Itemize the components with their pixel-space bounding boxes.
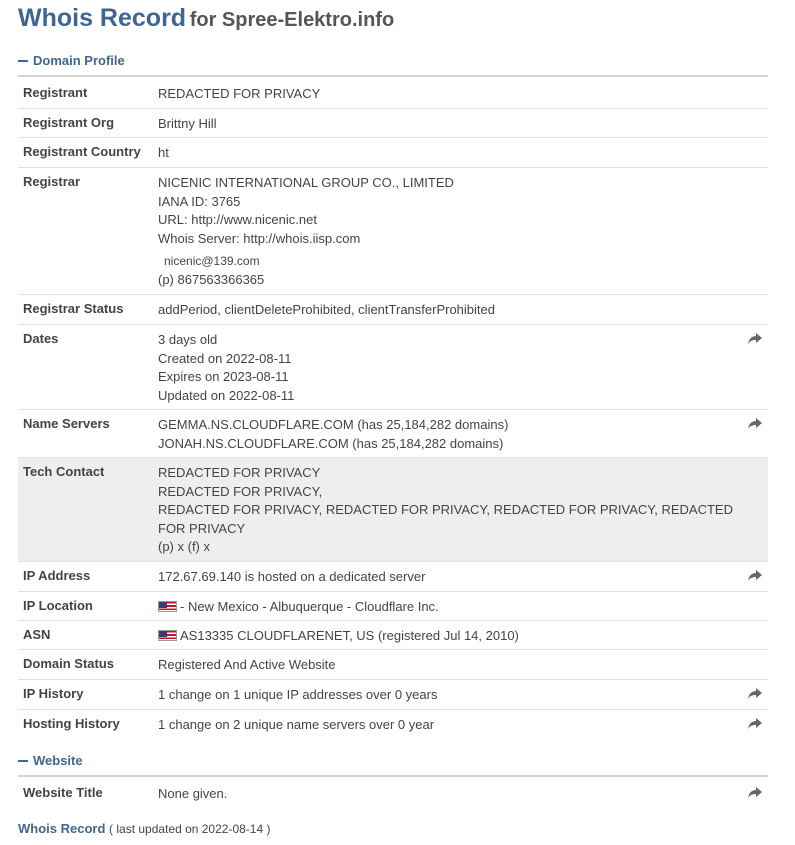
tech-contact-line-2: REDACTED FOR PRIVACY, <box>158 483 323 499</box>
row-tech-contact <box>18 458 768 562</box>
registrar-url: URL: http://www.nicenic.net <box>158 212 317 228</box>
share-arrow-icon[interactable] <box>748 718 762 730</box>
website-title-key: Website Title <box>23 785 103 800</box>
us-flag-icon <box>158 601 177 612</box>
registrant-org-value: Brittny Hill <box>158 116 217 131</box>
footer <box>18 821 270 836</box>
row-registrar <box>18 168 768 295</box>
row-registrant-country <box>18 138 768 168</box>
page-title-main: Whois Record <box>18 4 187 32</box>
registrar-status-key: Registrar Status <box>23 301 124 316</box>
ip-location-value: - New Mexico - Albuquerque - Cloudflare Inc. <box>180 599 439 614</box>
row-website-title <box>18 779 768 809</box>
page-title <box>18 4 394 33</box>
ip-address-value: 172.67.69.140 is hosted on a dedicated server <box>158 569 426 584</box>
row-dates <box>18 325 768 410</box>
row-domain-status <box>18 650 768 680</box>
registrant-country-key: Registrant Country <box>23 144 141 159</box>
row-ip-address <box>18 562 768 592</box>
website-title-value: None given. <box>158 786 228 801</box>
row-hosting-history <box>18 710 768 740</box>
dates-updated: Updated on 2022-08-11 <box>158 387 295 403</box>
ip-history-value: 1 change on 1 unique IP addresses over 0 years <box>158 687 438 702</box>
registrant-org-key: Registrant Org <box>23 115 115 130</box>
asn-value: AS13335 CLOUDFLARENET, US (registered Jul 14, 2010) <box>180 628 519 643</box>
website-label: Website <box>33 753 83 768</box>
hosting-history-value: 1 change on 2 unique name servers over 0 year <box>158 717 435 732</box>
row-name-servers <box>18 410 768 458</box>
domain-status-key: Domain Status <box>23 656 115 671</box>
share-arrow-icon[interactable] <box>748 333 762 345</box>
ip-history-key: IP History <box>23 686 84 701</box>
row-asn <box>18 621 768 650</box>
domain-profile-header[interactable] <box>18 53 768 77</box>
name-servers-key: Name Servers <box>23 416 110 431</box>
us-flag-icon <box>158 630 177 641</box>
footer-title: Whois Record <box>18 821 106 836</box>
tech-contact-line-3: REDACTED FOR PRIVACY, REDACTED FOR PRIVACY, REDACTED FOR PRIVACY, REDACTED FOR PRIVACY <box>158 502 733 536</box>
registrant-value: REDACTED FOR PRIVACY <box>158 86 321 101</box>
registrant-country-value: ht <box>158 145 169 160</box>
row-registrar-status <box>18 295 768 325</box>
tech-contact-phone-fax: (p) x (f) x <box>158 539 210 555</box>
share-arrow-icon[interactable] <box>748 688 762 700</box>
minus-icon <box>18 760 28 762</box>
share-arrow-icon[interactable] <box>748 418 762 430</box>
registrar-iana: IANA ID: 3765 <box>158 193 241 209</box>
share-arrow-icon[interactable] <box>748 787 762 799</box>
row-registrant-org <box>18 109 768 138</box>
dates-created: Created on 2022-08-11 <box>158 350 292 366</box>
dates-age: 3 days old <box>158 332 218 347</box>
name-server-2[interactable]: JONAH.NS.CLOUDFLARE.COM (has 25,184,282 domains) <box>158 435 504 451</box>
page-title-domain: for Spree-Elektro.info <box>189 9 395 31</box>
ip-location-key: IP Location <box>23 598 93 613</box>
website-header[interactable] <box>18 753 768 777</box>
footer-last-updated: ( last updated on 2022-08-14 ) <box>109 822 271 836</box>
domain-status-value: Registered And Active Website <box>158 657 336 672</box>
ip-address-key: IP Address <box>23 568 91 583</box>
hosting-history-key: Hosting History <box>23 716 120 731</box>
domain-profile-label: Domain Profile <box>33 53 125 68</box>
asn-key: ASN <box>23 627 51 642</box>
registrant-key: Registrant <box>23 85 88 100</box>
row-registrant <box>18 79 768 109</box>
row-ip-location <box>18 592 768 621</box>
registrar-whois-server: Whois Server: http://whois.iisp.com <box>158 230 361 246</box>
name-server-1[interactable]: GEMMA.NS.CLOUDFLARE.COM (has 25,184,282 domains) <box>158 417 509 432</box>
registrar-phone: (p) 867563366365 <box>158 271 265 287</box>
registrar-key: Registrar <box>23 174 81 189</box>
tech-contact-line-1: REDACTED FOR PRIVACY <box>158 465 321 480</box>
row-ip-history <box>18 680 768 710</box>
tech-contact-key: Tech Contact <box>23 464 105 479</box>
registrar-name: NICENIC INTERNATIONAL GROUP CO., LIMITED <box>158 175 454 190</box>
dates-expires: Expires on 2023-08-11 <box>158 369 289 385</box>
registrar-status-value: addPeriod, clientDeleteProhibited, clientTransferProhibited <box>158 302 495 317</box>
minus-icon <box>18 60 28 62</box>
registrar-email: nicenic@139.com <box>164 254 260 269</box>
share-arrow-icon[interactable] <box>748 570 762 582</box>
dates-key: Dates <box>23 331 59 346</box>
